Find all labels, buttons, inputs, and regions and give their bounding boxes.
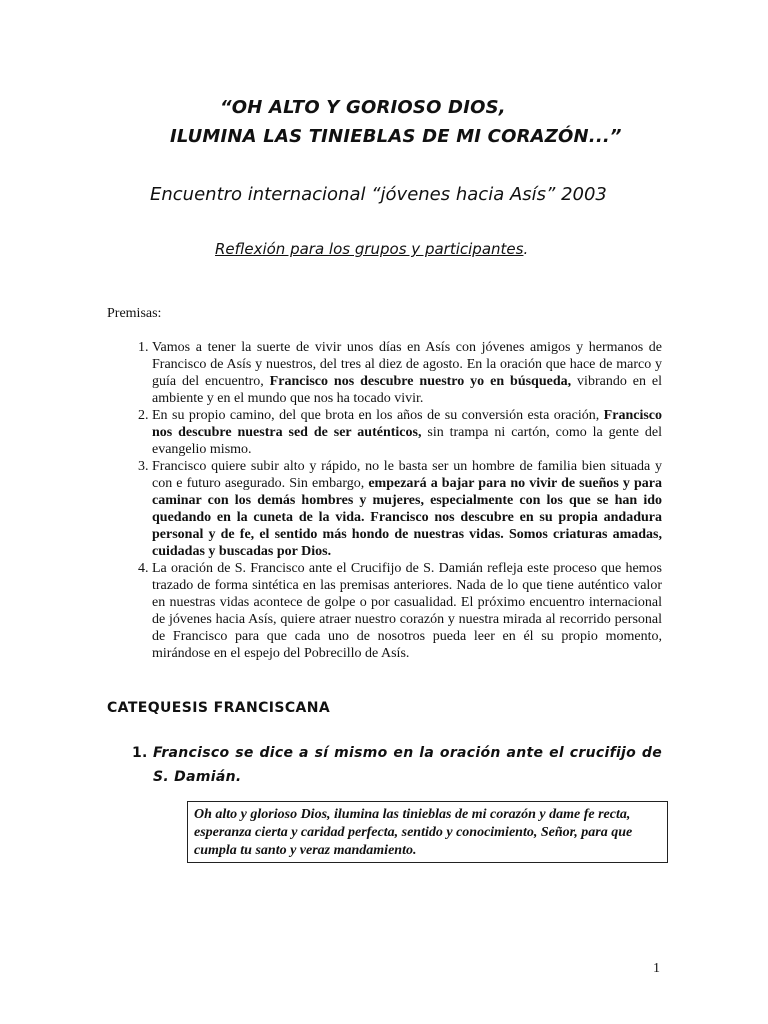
premisa-text: Vamos a tener la suerte de vivir unos días en Asís con jóvenes amigos y hermanos de Francisco de Asís y nuestros, del tres al diez de agosto. En la oración que hace de marco y guía del encuentro, <box>152 340 662 389</box>
catequesis-heading: CATEQUESIS FRANCISCANA <box>107 700 331 716</box>
premisa-bold-text: Francisco nos descubre nuestro yo en búsqueda, <box>269 374 572 389</box>
title-line-2: ILUMINA LAS TINIEBLAS DE MI CORAZÓN...” <box>170 126 622 147</box>
reflexion-heading-text: Reflexión para los grupos y participantes <box>215 240 524 258</box>
premisa-item <box>152 560 662 662</box>
page-number: 1 <box>653 961 660 976</box>
premisa-item <box>152 407 662 458</box>
premisa-bold-text: Francisco nos descubre nuestra sed de ser auténticos, <box>152 408 662 440</box>
catequesis-item-text: Francisco se dice a sí mismo en la oración ante el crucifijo de S. Damián. <box>153 745 662 785</box>
premisas-list <box>107 339 662 662</box>
prayer-box: Oh alto y glorioso Dios, ilumina las tinieblas de mi corazón y dame fe recta, esperanza cierta y caridad perfecta, sentido y conocimiento, Señor, para que cumpla tu santo y veraz mandamiento. <box>187 801 668 863</box>
premisa-text: En su propio camino, del que brota en los años de su conversión esta oración, <box>152 408 604 423</box>
catequesis-item-number: 1. <box>132 745 148 761</box>
premisa-item <box>152 339 662 407</box>
premisa-text: vibrando en el ambiente y en el mundo que nos ha tocado vivir. <box>152 374 662 406</box>
catequesis-item <box>132 741 662 789</box>
reflexion-heading <box>215 238 528 260</box>
reflexion-heading-period: . <box>523 240 529 258</box>
premisas-label: Premisas: <box>107 306 162 321</box>
premisa-text: La oración de S. Francisco ante el Crucifijo de S. Damián refleja este proceso que hemos trazado de forma sintética en las premisas anteriores. Nada de lo que tiene auténtico valor en nuestras vidas acontece de golpe o por casualidad. El próximo encuentro internacional de jóvenes hacia Asís, quiere atraer nuestro corazón y nuestra mirada al recorrido personal de Francisco para que cada uno de nosotros pueda leer en él su propio momento, mirándose en el espejo del Pobrecillo de Asís. <box>152 561 662 661</box>
subtitle: Encuentro internacional “jóvenes hacia Asís” 2003 <box>150 184 607 205</box>
premisa-text: Francisco quiere subir alto y rápido, no le basta ser un hombre de familia bien situada y con e futuro asegurado. Sin embargo, <box>152 459 662 491</box>
title-line-1: “OH ALTO Y GORIOSO DIOS, <box>220 97 506 118</box>
premisa-item <box>152 458 662 560</box>
premisa-text: sin trampa ni cartón, como la gente del evangelio mismo. <box>152 425 662 457</box>
premisa-bold-text: empezará a bajar para no vivir de sueños y para caminar con los demás hombres y mujeres, especialmente con los que se han ido quedando en la cuneta de la vida. Francisco nos descubre en su propia andadura personal y de fe, el sentido más hondo de nuestras vidas. Somos criaturas amadas, cuidadas y buscadas por Dios. <box>152 476 663 559</box>
